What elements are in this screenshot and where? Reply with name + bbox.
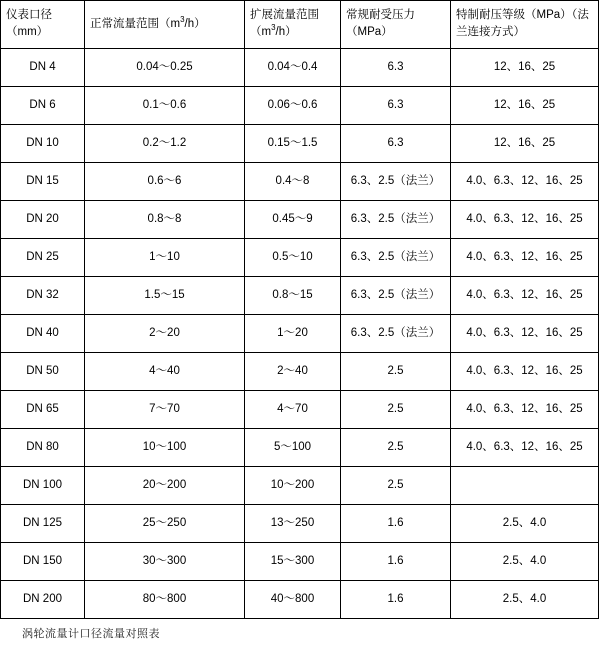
table-row <box>1 48 599 86</box>
cell-extended-flow: 0.8～15 <box>245 276 341 314</box>
cell-special-pressure: 2.5、4.0 <box>451 504 599 542</box>
table-row <box>1 314 599 352</box>
cell-standard-pressure: 6.3 <box>341 124 451 162</box>
cell-standard-pressure: 1.6 <box>341 580 451 618</box>
cell-normal-flow: 7～70 <box>85 390 245 428</box>
cell-diameter: DN 6 <box>1 86 85 124</box>
cell-diameter: DN 200 <box>1 580 85 618</box>
cell-standard-pressure: 6.3、2.5（法兰） <box>341 314 451 352</box>
cell-special-pressure: 4.0、6.3、12、16、25 <box>451 162 599 200</box>
cell-diameter: DN 125 <box>1 504 85 542</box>
cell-special-pressure: 4.0、6.3、12、16、25 <box>451 390 599 428</box>
cell-diameter: DN 80 <box>1 428 85 466</box>
cell-standard-pressure: 6.3、2.5（法兰） <box>341 162 451 200</box>
cell-special-pressure: 4.0、6.3、12、16、25 <box>451 428 599 466</box>
header-text-post: /h） <box>184 17 206 30</box>
cell-special-pressure: 4.0、6.3、12、16、25 <box>451 276 599 314</box>
cell-special-pressure: 12、16、25 <box>451 48 599 86</box>
column-header-standard-pressure <box>341 1 451 49</box>
header-text: 常规耐受压力（MPa） <box>346 9 415 39</box>
header-sup: 3 <box>271 23 276 33</box>
table-row <box>1 162 599 200</box>
table-header-row <box>1 1 599 49</box>
cell-extended-flow: 4～70 <box>245 390 341 428</box>
cell-normal-flow: 0.6～6 <box>85 162 245 200</box>
cell-normal-flow: 2～20 <box>85 314 245 352</box>
cell-extended-flow: 2～40 <box>245 352 341 390</box>
footer-note: 涡轮流量计口径流量对照表 <box>22 627 160 640</box>
header-text: 特制耐压等级（MPa）（法兰连接方式） <box>456 9 589 39</box>
cell-special-pressure: 12、16、25 <box>451 124 599 162</box>
header-text: 正常流量范围（m <box>90 17 181 30</box>
cell-extended-flow: 15～300 <box>245 542 341 580</box>
cell-special-pressure: 4.0、6.3、12、16、25 <box>451 238 599 276</box>
cell-diameter: DN 25 <box>1 238 85 276</box>
cell-extended-flow: 13～250 <box>245 504 341 542</box>
cell-special-pressure: 2.5、4.0 <box>451 580 599 618</box>
cell-extended-flow: 0.45～9 <box>245 200 341 238</box>
cell-standard-pressure: 6.3、2.5（法兰） <box>341 200 451 238</box>
cell-standard-pressure: 6.3、2.5（法兰） <box>341 238 451 276</box>
cell-standard-pressure: 6.3 <box>341 86 451 124</box>
cell-special-pressure: 4.0、6.3、12、16、25 <box>451 314 599 352</box>
header-sup: 3 <box>180 14 185 24</box>
cell-special-pressure: 4.0、6.3、12、16、25 <box>451 200 599 238</box>
cell-standard-pressure: 2.5 <box>341 466 451 504</box>
cell-diameter: DN 100 <box>1 466 85 504</box>
table-row <box>1 200 599 238</box>
header-text-post: /h） <box>275 26 297 39</box>
column-header-diameter <box>1 1 85 49</box>
cell-diameter: DN 4 <box>1 48 85 86</box>
cell-standard-pressure: 6.3 <box>341 48 451 86</box>
cell-normal-flow: 0.8～8 <box>85 200 245 238</box>
cell-diameter: DN 10 <box>1 124 85 162</box>
table-row <box>1 86 599 124</box>
cell-normal-flow: 80～800 <box>85 580 245 618</box>
cell-normal-flow: 1.5～15 <box>85 276 245 314</box>
cell-diameter: DN 40 <box>1 314 85 352</box>
table-row <box>1 390 599 428</box>
cell-extended-flow: 0.06～0.6 <box>245 86 341 124</box>
cell-normal-flow: 1～10 <box>85 238 245 276</box>
cell-extended-flow: 1～20 <box>245 314 341 352</box>
cell-special-pressure <box>451 466 599 504</box>
cell-diameter: DN 20 <box>1 200 85 238</box>
cell-extended-flow: 10～200 <box>245 466 341 504</box>
cell-normal-flow: 25～250 <box>85 504 245 542</box>
cell-normal-flow: 0.2～1.2 <box>85 124 245 162</box>
cell-extended-flow: 0.4～8 <box>245 162 341 200</box>
cell-extended-flow: 40～800 <box>245 580 341 618</box>
cell-standard-pressure: 6.3、2.5（法兰） <box>341 276 451 314</box>
column-header-normal-flow <box>85 1 245 49</box>
cell-normal-flow: 0.1～0.6 <box>85 86 245 124</box>
cell-standard-pressure: 1.6 <box>341 504 451 542</box>
table-row <box>1 276 599 314</box>
cell-extended-flow: 0.04～0.4 <box>245 48 341 86</box>
cell-normal-flow: 10～100 <box>85 428 245 466</box>
header-text-post: m） <box>27 26 49 39</box>
cell-special-pressure: 12、16、25 <box>451 86 599 124</box>
cell-normal-flow: 30～300 <box>85 542 245 580</box>
cell-diameter: DN 150 <box>1 542 85 580</box>
table-row <box>1 580 599 618</box>
cell-standard-pressure: 2.5 <box>341 352 451 390</box>
cell-diameter: DN 50 <box>1 352 85 390</box>
header-text: 扩展流量范围（m <box>250 9 319 39</box>
cell-extended-flow: 5～100 <box>245 428 341 466</box>
cell-standard-pressure: 2.5 <box>341 428 451 466</box>
table-row <box>1 428 599 466</box>
column-header-extended-flow <box>245 1 341 49</box>
cell-normal-flow: 20～200 <box>85 466 245 504</box>
cell-normal-flow: 4～40 <box>85 352 245 390</box>
table-row <box>1 542 599 580</box>
cell-standard-pressure: 1.6 <box>341 542 451 580</box>
column-header-special-pressure <box>451 1 599 49</box>
table-row <box>1 238 599 276</box>
header-text: 仪表口径（m <box>6 9 52 39</box>
cell-diameter: DN 65 <box>1 390 85 428</box>
cell-diameter: DN 15 <box>1 162 85 200</box>
cell-special-pressure: 4.0、6.3、12、16、25 <box>451 352 599 390</box>
cell-extended-flow: 0.5～10 <box>245 238 341 276</box>
cell-special-pressure: 2.5、4.0 <box>451 542 599 580</box>
table-row <box>1 466 599 504</box>
cell-extended-flow: 0.15～1.5 <box>245 124 341 162</box>
table-row <box>1 504 599 542</box>
cell-diameter: DN 32 <box>1 276 85 314</box>
cell-normal-flow: 0.04～0.25 <box>85 48 245 86</box>
table-row <box>1 352 599 390</box>
cell-standard-pressure: 2.5 <box>341 390 451 428</box>
table-row <box>1 124 599 162</box>
